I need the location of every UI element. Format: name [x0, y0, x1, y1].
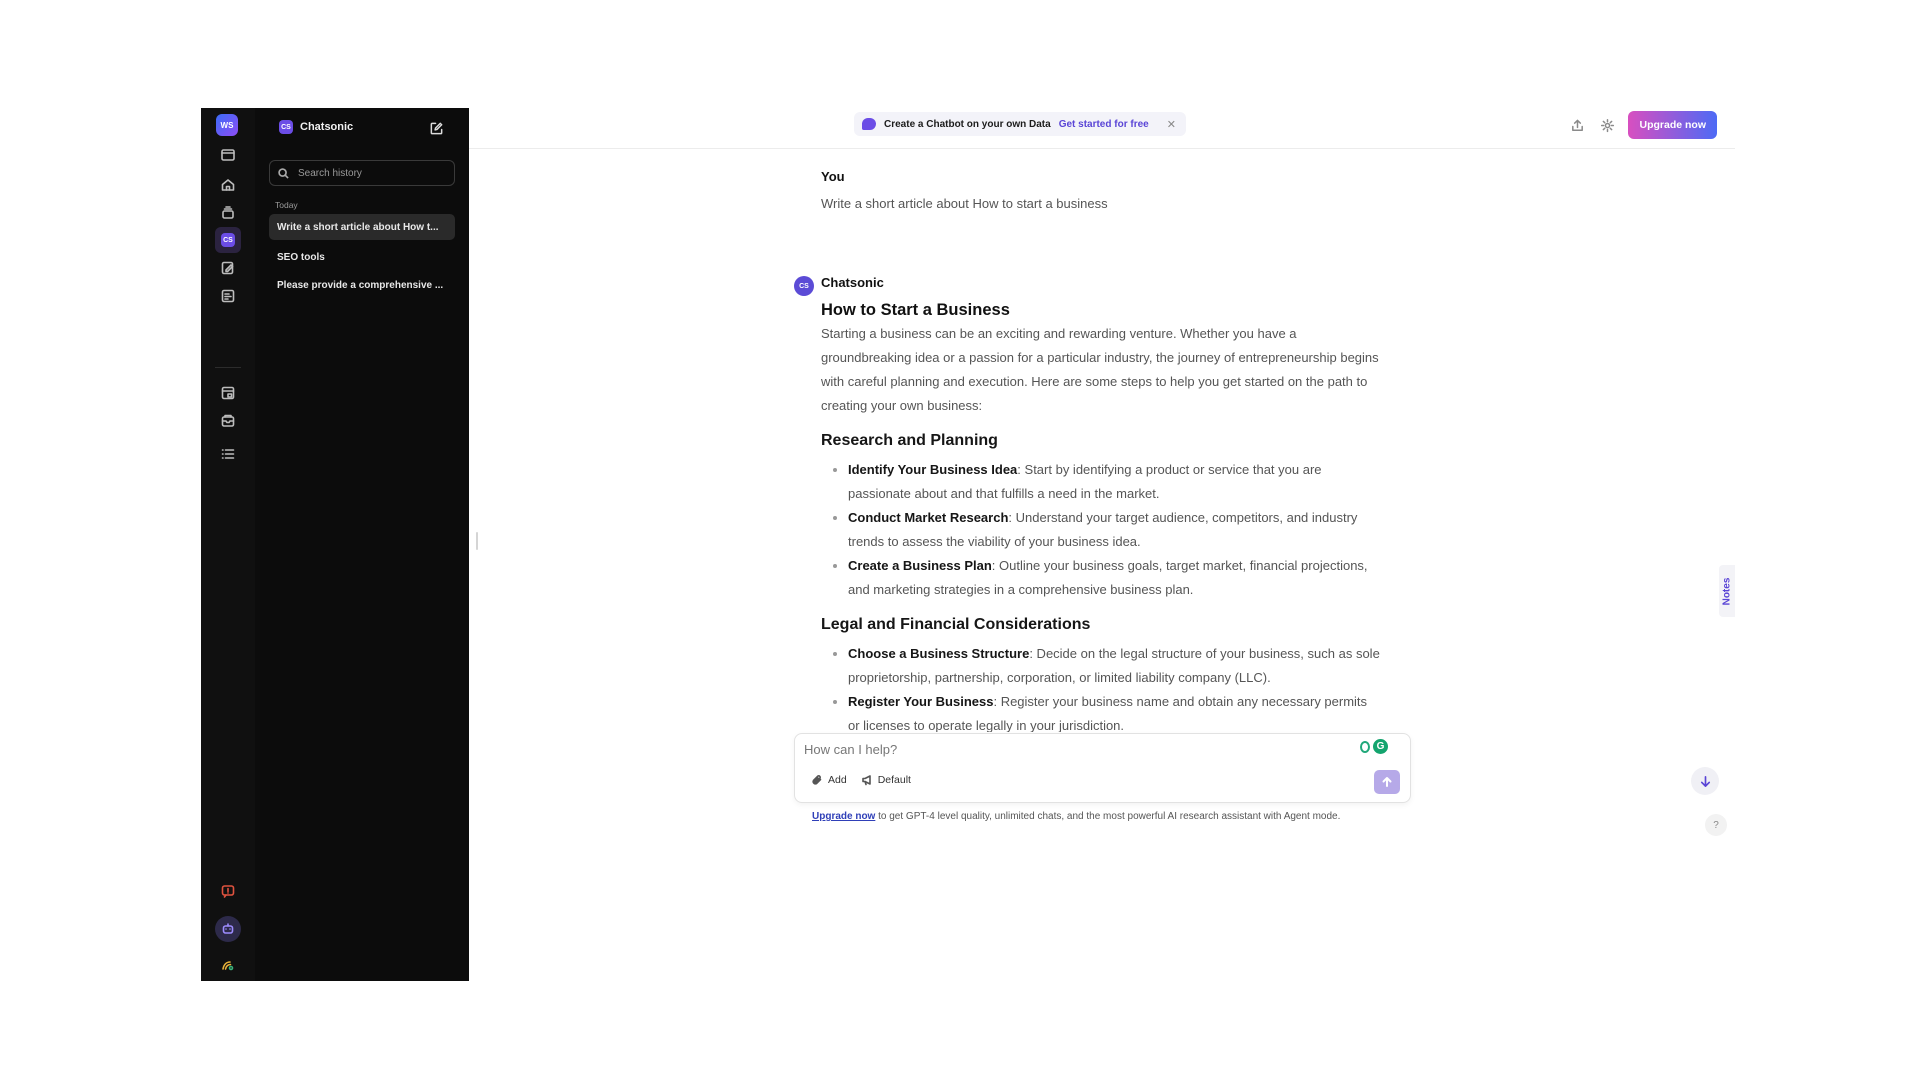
- chatsonic-logo-icon: CS: [279, 120, 293, 134]
- bot-response: [821, 299, 1381, 732]
- history-item[interactable]: [269, 244, 455, 270]
- home-icon[interactable]: [215, 172, 241, 198]
- upgrade-now-button[interactable]: Upgrade now: [1628, 111, 1717, 139]
- brand-label: Chatsonic: [300, 121, 354, 133]
- rail-divider: [215, 367, 241, 368]
- history-item[interactable]: [269, 214, 455, 240]
- grammarly-widget[interactable]: [1360, 739, 1388, 754]
- history-section-label: Today: [275, 200, 298, 210]
- search-icon: [278, 168, 289, 179]
- message-input[interactable]: [802, 741, 1366, 758]
- top-actions: [1568, 111, 1717, 139]
- arrow-up-icon: [1381, 776, 1393, 788]
- persona-selector[interactable]: [861, 774, 911, 786]
- article-title: How to Start a Business: [821, 301, 1010, 319]
- composer-tools: [811, 774, 911, 786]
- gear-icon[interactable]: [1598, 116, 1616, 134]
- close-icon[interactable]: ✕: [1166, 118, 1176, 131]
- get-started-link[interactable]: Get started for free: [1058, 118, 1149, 130]
- list-item: • Conduct Market Research: Understand your target audience, competitors, and industry trends to assess the viability of your business idea.: [848, 506, 1381, 554]
- chatbot-icon: [862, 118, 876, 130]
- chatsonic-nav-icon[interactable]: CS: [215, 227, 241, 253]
- suggestion-icon: [1360, 741, 1370, 753]
- default-label: Default: [877, 774, 911, 786]
- notes-label: Notes: [1721, 577, 1733, 605]
- share-icon[interactable]: [1568, 116, 1586, 134]
- upgrade-now-link[interactable]: Upgrade now: [812, 811, 876, 822]
- history-item-label: Write a short article about How t...: [277, 221, 439, 233]
- new-chat-icon: [429, 121, 444, 136]
- icon-rail: [201, 108, 256, 981]
- add-attachment-button[interactable]: [811, 774, 847, 786]
- list-item: • Choose a Business Structure: Decide on the legal structure of your business, such as sole proprietorship, partnership, corporation, or limited liability company (LLC).: [848, 642, 1381, 690]
- footer-note: [812, 811, 1340, 822]
- article-writer-icon[interactable]: [215, 283, 241, 309]
- library-icon[interactable]: [215, 380, 241, 406]
- top-bar: [469, 108, 1735, 149]
- paperclip-icon: [811, 774, 823, 786]
- list-item: • Identify Your Business Idea: Start by identifying a product or service that you are passionate about and that fulfills a need in the market.: [848, 458, 1381, 506]
- send-button[interactable]: [1374, 770, 1400, 794]
- add-label: Add: [828, 774, 847, 786]
- scroll-down-button[interactable]: [1691, 767, 1719, 795]
- chatsonic-brand: [279, 120, 353, 134]
- bot-avatar: CS: [794, 276, 814, 296]
- megaphone-icon: [861, 774, 873, 786]
- list-icon[interactable]: [215, 441, 241, 467]
- user-avatar[interactable]: [215, 952, 241, 978]
- message-composer: [794, 733, 1411, 803]
- section-heading: Research and Planning: [821, 432, 998, 449]
- layers-icon[interactable]: [215, 200, 241, 226]
- writesonic-logo[interactable]: WS: [216, 114, 238, 136]
- section-heading: Legal and Financial Considerations: [821, 616, 1091, 633]
- notes-tab[interactable]: [1719, 565, 1735, 617]
- user-name: You: [821, 169, 845, 184]
- conversation: [469, 149, 1735, 981]
- search-history-field[interactable]: [269, 160, 455, 186]
- new-chat-button[interactable]: [427, 119, 445, 137]
- feedback-icon[interactable]: [215, 878, 241, 904]
- arrow-down-icon: [1699, 775, 1712, 788]
- history-item[interactable]: [269, 272, 455, 298]
- section-list: [821, 458, 1381, 602]
- folder-icon[interactable]: [215, 142, 241, 168]
- promo-text: Create a Chatbot on your own Data: [884, 118, 1051, 130]
- bot-assistant-icon[interactable]: [215, 916, 241, 942]
- article-intro: Starting a business can be an exciting and rewarding venture. Whether you have a groundbreaking idea or a passion for a particular industry, the journey of entrepreneurship begins with careful planning and execution. Here are some steps to help you get started on the path to creating your own business:: [821, 326, 1379, 413]
- user-message: Write a short article about How to start a business: [821, 196, 1108, 211]
- history-sidebar: [255, 108, 469, 981]
- bot-name: Chatsonic: [821, 275, 884, 290]
- footer-text: to get GPT-4 level quality, unlimited chats, and the most powerful AI research assistant with Agent mode.: [875, 811, 1341, 822]
- grammarly-icon: G: [1373, 739, 1388, 754]
- promo-banner: [854, 112, 1186, 136]
- section-list: [821, 642, 1381, 732]
- inbox-icon[interactable]: [215, 408, 241, 434]
- list-item: • Create a Business Plan: Outline your business goals, target market, financial projections, and marketing strategies in a comprehensive business plan.: [848, 554, 1381, 602]
- main-area: [469, 108, 1735, 981]
- app-window: [201, 108, 1735, 981]
- edit-document-icon[interactable]: [215, 255, 241, 281]
- search-history-input[interactable]: [296, 167, 450, 180]
- help-button[interactable]: ?: [1705, 814, 1727, 836]
- history-item-label: Please provide a comprehensive ...: [277, 279, 444, 291]
- history-item-label: SEO tools: [277, 251, 325, 263]
- list-item: • Register Your Business: Register your business name and obtain any necessary permits or licenses to operate legally in your jurisdiction.: [848, 690, 1381, 732]
